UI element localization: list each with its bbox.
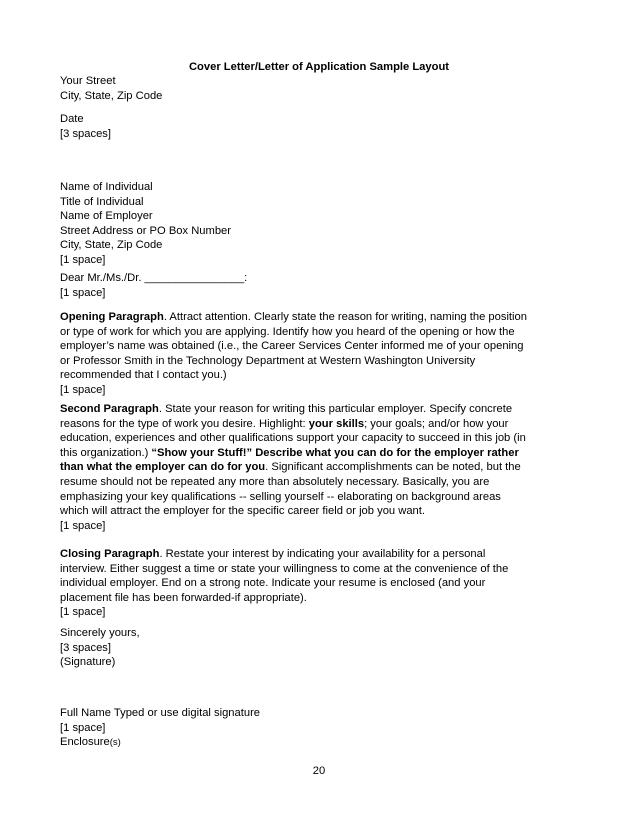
complimentary-close: Sincerely yours, (60, 627, 140, 639)
date-spacing-note: [3 spaces] (60, 127, 111, 140)
date-block (60, 112, 530, 141)
enclosure-label: Enclosure (60, 736, 110, 749)
recipient-name: Name of Individual (60, 181, 153, 193)
signature-placeholder: (Signature) (60, 656, 116, 669)
second-paragraph-heading: Second Paragraph (60, 403, 159, 415)
second-paragraph (60, 402, 530, 533)
opening-paragraph (60, 310, 530, 398)
second-paragraph-emphasis-skills: your skills (308, 417, 365, 430)
sender-street: Your Street (60, 75, 116, 87)
enclosure-suffix: (s) (109, 737, 121, 749)
recipient-city-state-zip: City, State, Zip Code (60, 239, 163, 252)
sender-address (60, 74, 530, 103)
recipient-employer: Name of Employer (60, 210, 153, 223)
salutation-block (60, 271, 530, 300)
full-name-typed: Full Name Typed or use digital signature (60, 707, 261, 719)
second-paragraph-body-1: . State your reason for writing this particular employer. Specify concrete reasons for the type of work you desire. Highlight: (60, 403, 513, 430)
closing-paragraph-text (60, 547, 530, 605)
signoff-spacing-note: [3 spaces] (60, 641, 111, 654)
sender-city-state-zip: City, State, Zip Code (60, 89, 163, 102)
recipient-spacing-note: [1 space] (60, 253, 106, 266)
second-paragraph-text (60, 402, 530, 519)
salutation-spacing-note: [1 space] (60, 286, 106, 299)
second-spacing-note: [1 space] (60, 519, 106, 532)
opening-paragraph-text (60, 310, 530, 383)
recipient-address (60, 180, 530, 268)
opening-paragraph-heading: Opening Paragraph (60, 311, 164, 323)
closing-paragraph-heading: Closing Paragraph (60, 548, 160, 560)
recipient-title: Title of Individual (60, 195, 144, 208)
signoff-block (60, 626, 530, 670)
document-title: Cover Letter/Letter of Application Sample Layout (188, 61, 450, 73)
opening-spacing-note: [1 space] (60, 383, 106, 396)
name-enclosure-block (60, 706, 530, 751)
date-label: Date (60, 113, 84, 125)
recipient-street: Street Address or PO Box Number (60, 224, 231, 237)
second-paragraph-body-3: . Significant accomplishments can be noted, but the resume should not be repeated any more than absolutely necessary. Basically, you are emphasizing your key qualifications -- selling yourself -- elaborating on background areas which will attract the employer for the specific career field or job you want. (60, 461, 521, 518)
salutation: Dear Mr./Ms./Dr. ________________: (60, 272, 248, 284)
closing-spacing-note: [1 space] (60, 606, 106, 619)
enclosure-line (60, 735, 530, 751)
closing-paragraph-body: . Restate your interest by indicating your availability for a personal interview. Either suggest a time or state your willingness to come at the convenience of the individual employer. End on a strong note. Indicate your resume is enclosed (and your placement file has been forwarded-if appropriate). (60, 548, 509, 604)
closing-paragraph (60, 547, 530, 620)
second-paragraph-body-2: ; your goals; and/or how your education, experiences and other qualifications support your capacity to succeed in this job (in this organization.) (60, 417, 526, 459)
full-name-spacing-note: [1 space] (60, 721, 106, 734)
page-number: 20 (312, 765, 326, 777)
opening-paragraph-body: . Attract attention. Clearly state the reason for writing, naming the position or type of work for which you are applying. Identify how you heard of the opening or how the employer’s name was obtained (i.e., the Career Services Center informed me of your opening or Professor Smith in the Technology Department at Western Washington University recommended that I contact you.) (60, 311, 527, 382)
second-paragraph-emphasis-show-stuff: “Show your Stuff!” Describe what you can do for the employer rather than what the employer can do for you (60, 446, 519, 474)
